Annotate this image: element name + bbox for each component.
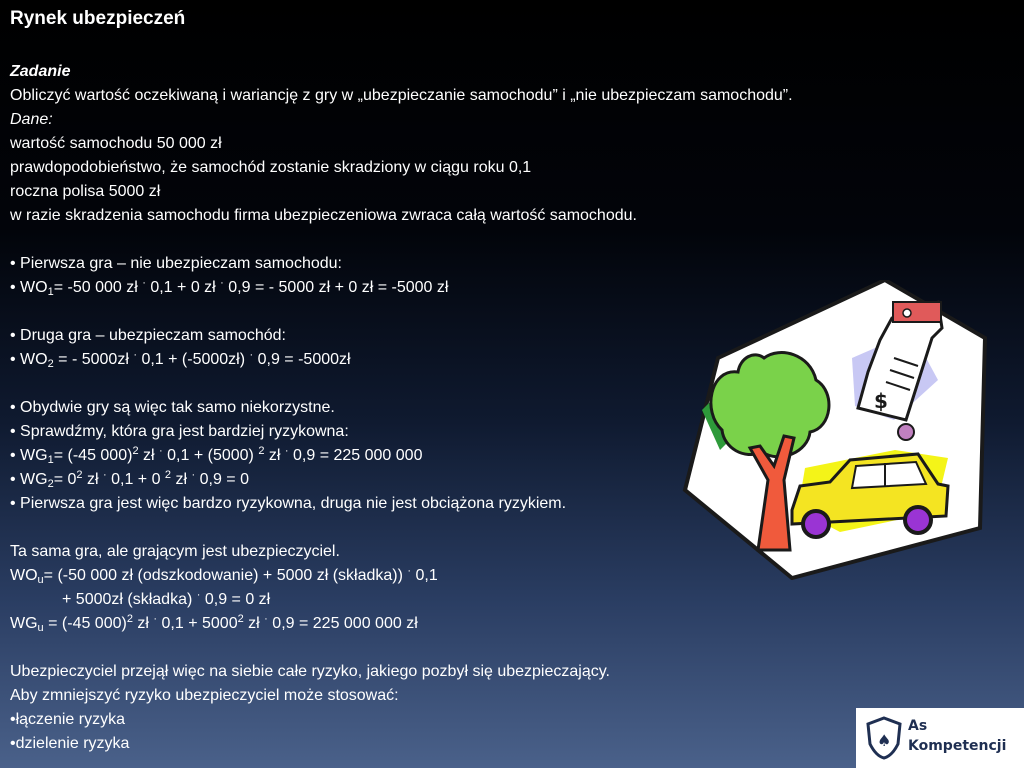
logo-word-as: As (908, 718, 928, 734)
insurer-expected-value-cont: + 5000zł (składka) · 0,9 = 0 zł (62, 589, 271, 608)
comparison-conclusion: • Pierwsza gra jest więc bardzo ryzykowna, druga nie jest obciążona ryzykiem. (10, 495, 567, 512)
task-text: Obliczyć wartość oczekiwaną i wariancję z gry w „ubezpieczanie samochodu” i „nie ubezpieczam samochodu”. (10, 87, 793, 104)
summary-bullet-2: •dzielenie ryzyka (10, 735, 130, 752)
game2-variance: • $WG_2= 0^2$ zł · 0,1 + 0 $^2$ zł · 0,9 = 0 (10, 469, 249, 490)
slide-title: Rynek ubezpieczeń (10, 8, 186, 29)
zadanie-label: Zadanie (10, 63, 71, 80)
summary-line-1: Ubezpieczyciel przejął więc na siebie całe ryzyko, jakiego pozbył się ubezpieczający. (10, 663, 610, 680)
car-insurance-clipart (680, 280, 990, 580)
comparison-line-1: • Obydwie gry są więc tak samo niekorzystne. (10, 399, 335, 416)
game1-header: • Pierwsza gra – nie ubezpieczam samochodu: (10, 255, 342, 272)
summary-bullet-1: •łączenie ryzyka (10, 711, 125, 728)
insurer-variance: $WG_u = (-45$ 000)$^2$ zł · $0,1 + 5000^2$ zł · 0,9 = 225 000 000 zł (10, 613, 418, 634)
game1-variance: • $WG_1= (-45$ 000)$^2$ zł · 0,1 + (5000) $^2$ zł · 0,9 = 225 000 000 (10, 445, 423, 466)
insurer-expected-value: $WO_u= (-50$ 000 zł (odszkodowanie) + 5000 zł (składka)) · 0,1 (10, 565, 438, 586)
summary-line-2: Aby zmniejszyć ryzyko ubezpieczyciel może stosować: (10, 687, 399, 704)
given-policy: roczna polisa 5000 zł (10, 183, 161, 200)
game1-expected-value: • $WO_1= -50$ 000 zł · 0,1 + 0 zł · 0,9 = - 5000 zł + 0 zł = -5000 zł (10, 277, 449, 298)
comparison-line-2: • Sprawdźmy, która gra jest bardziej ryzykowna: (10, 423, 349, 440)
game2-expected-value: • $WO_2$ = - 5000zł · 0,1 + (-5000zł) · 0,9 = -5000zł (10, 349, 351, 370)
insurer-intro: Ta sama gra, ale grającym jest ubezpieczyciel. (10, 543, 340, 560)
logo-word-kompetencji: Kompetencji (908, 738, 1007, 754)
as-kompetencji-logo (856, 708, 1024, 768)
shield-logo-icon (866, 716, 902, 760)
dollar-sign: $ (874, 389, 888, 413)
dane-label: Dane: (10, 111, 53, 128)
given-car-value: wartość samochodu 50 000 zł (10, 135, 222, 152)
given-probability: prawdopodobieństwo, że samochód zostanie skradziony w ciągu roku 0,1 (10, 159, 532, 176)
svg-text:♠: ♠ (877, 731, 892, 750)
given-refund: w razie skradzenia samochodu firma ubezpieczeniowa zwraca całą wartość samochodu. (10, 207, 637, 224)
game2-header: • Druga gra – ubezpieczam samochód: (10, 327, 286, 344)
